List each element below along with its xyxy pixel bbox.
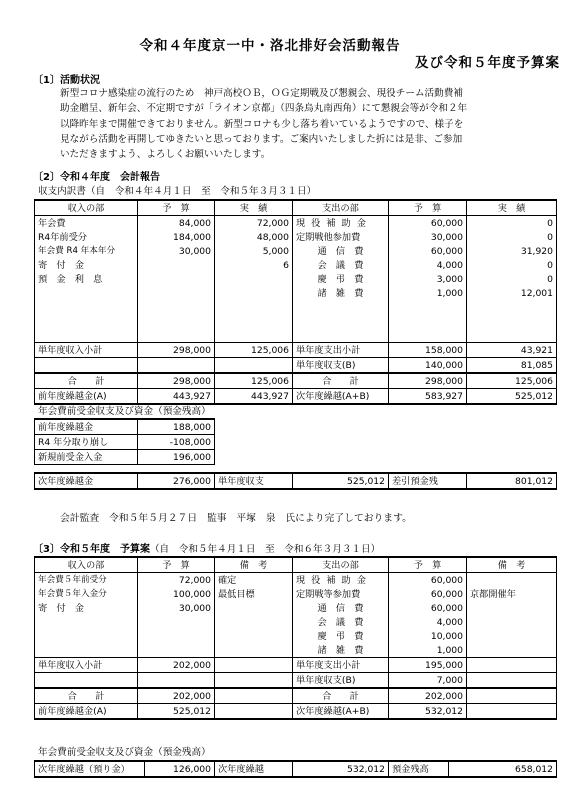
carry-out-budget: 583,927 — [389, 389, 467, 405]
section-1-heading: 〔1〕活動状況 — [33, 75, 100, 86]
expense-label: 通 信 費 — [293, 601, 389, 615]
header-budget: 予 算 — [389, 557, 467, 573]
activity-paragraph — [60, 86, 560, 162]
fund-value: 188,000 — [138, 419, 215, 435]
table-row — [35, 473, 557, 489]
header-income: 収入の部 — [35, 557, 138, 573]
expense-label: 慶 弔 費 — [293, 629, 389, 643]
table-row — [35, 761, 557, 777]
balance-label: 単年度収支(B) — [293, 358, 389, 374]
expense-budget: 60,000 — [389, 587, 467, 601]
paragraph-line: 見ながら活動を再開してゆきたいと思っております。ご案内いたしました折には是非、ご参加 — [60, 133, 463, 145]
expense-budget: 3,000 — [389, 272, 467, 286]
table-row — [35, 244, 557, 258]
total-income-budget: 202,000 — [138, 688, 215, 704]
carry-in-label: 前年度繰越金(A) — [35, 704, 138, 720]
expense-actual: 0 — [467, 272, 557, 286]
header-expense: 支出の部 — [293, 557, 389, 573]
expense-actual: 0 — [467, 258, 557, 272]
expense-label: 諸 雑 費 — [293, 286, 389, 300]
header-note: 備 考 — [215, 557, 293, 573]
subtotal-row — [35, 343, 557, 358]
table-row — [35, 601, 557, 615]
expense-note: 京都開催年 — [467, 587, 557, 601]
income-label: 年会費 R4 年本年分 — [35, 244, 138, 258]
table-row — [35, 216, 557, 231]
income-label: 年会費 — [35, 216, 138, 231]
audit-note: 会計監査 令和５年５月２７日 監事 平塚 泉 氏により完了しております。 — [60, 513, 412, 524]
expense-actual: 0 — [467, 216, 557, 231]
total-expense-label: 合 計 — [293, 688, 389, 704]
carry-in-actual: 443,927 — [215, 389, 293, 405]
income-label: 年会費５年前受分 — [35, 573, 138, 588]
balance-budget: 140,000 — [389, 358, 467, 374]
expense-note — [467, 573, 557, 588]
total-income-actual: 125,006 — [215, 373, 293, 389]
income-budget: 72,000 — [138, 573, 215, 588]
balance-budget: 7,000 — [389, 673, 467, 689]
expense-label: 会 議 費 — [293, 258, 389, 272]
income-actual: 6 — [215, 258, 293, 272]
header-income: 収入の部 — [35, 200, 138, 216]
carry-out-actual: 525,012 — [467, 389, 557, 405]
budget-fund-title: 年会費前受金収支及び資金（預金残高） — [38, 747, 211, 758]
fund-label: 新規前受金入金 — [35, 450, 138, 465]
header-actual: 実 績 — [467, 200, 557, 216]
total-expense-label: 合 計 — [293, 373, 389, 389]
carry-out-label: 次年度繰越(A+B) — [293, 389, 389, 405]
expense-subtotal-actual: 43,921 — [467, 343, 557, 358]
expense-actual: 12,001 — [467, 286, 557, 300]
paragraph-line: 以降昨年まで開催できておりません。新型コロナも少し落ち着いているようですので、様子を — [60, 118, 464, 130]
section-3-heading: 〔3〕令和５年度 予算案 — [33, 544, 150, 555]
expense-actual: 0 — [467, 230, 557, 244]
title-line-1: 令和４年度京一中・洛北排好会活動報告 — [139, 38, 401, 54]
fund-value: 126,000 — [145, 761, 215, 777]
header-budget: 予 算 — [389, 200, 467, 216]
table-row — [35, 272, 557, 286]
income-subtotal-actual: 125,006 — [215, 343, 293, 358]
fund-label: 預金残高 — [389, 761, 449, 777]
income-actual: 72,000 — [215, 216, 293, 231]
balance-label: 単年度収支(B) — [293, 673, 389, 689]
report-table — [34, 199, 557, 405]
expense-budget: 60,000 — [389, 216, 467, 231]
income-note — [215, 601, 293, 615]
expense-actual: 31,920 — [467, 244, 557, 258]
balance-row — [35, 673, 557, 689]
income-budget — [138, 272, 215, 286]
balance-actual: 81,085 — [467, 358, 557, 374]
fund-value: -108,000 — [138, 435, 215, 450]
total-income-budget: 298,000 — [138, 373, 215, 389]
header-expense: 支出の部 — [293, 200, 389, 216]
total-expense-budget: 202,000 — [389, 688, 467, 704]
table-row — [35, 435, 215, 450]
title-line-2: 及び令和５年度予算案 — [415, 55, 560, 71]
table-row — [35, 450, 215, 465]
expense-label: 現役補助金 — [293, 216, 389, 231]
fund-label: 次年度繰越（預り金） — [35, 761, 145, 777]
table-row — [35, 286, 557, 300]
budget-period: （自 令和５年４月１日 至 令和６年３月３１日） — [149, 544, 381, 555]
expense-note — [467, 643, 557, 658]
fund-extra-value: 525,012 — [293, 473, 389, 489]
carry-in-budget: 443,927 — [138, 389, 215, 405]
fund-label: 次年度繰越 — [215, 761, 293, 777]
expense-label: 会 議 費 — [293, 615, 389, 629]
income-budget: 30,000 — [138, 244, 215, 258]
carry-in-budget: 525,012 — [138, 704, 215, 720]
expense-subtotal-label: 単年度支出小計 — [293, 658, 389, 673]
carry-row — [35, 389, 557, 405]
table-row — [35, 629, 557, 643]
header-budget: 予 算 — [138, 200, 215, 216]
expense-budget: 60,000 — [389, 244, 467, 258]
expense-label: 現役補助金 — [293, 573, 389, 588]
table-row — [35, 573, 557, 588]
carry-out-label: 次年度繰越(A+B) — [293, 704, 389, 720]
income-actual: 48,000 — [215, 230, 293, 244]
income-budget: 84,000 — [138, 216, 215, 231]
total-income-label: 合 計 — [35, 373, 138, 389]
total-income-label: 合 計 — [35, 688, 138, 704]
header-budget: 予 算 — [138, 557, 215, 573]
income-subtotal-budget: 298,000 — [138, 343, 215, 358]
total-row — [35, 373, 557, 389]
expense-label: 定期戦他参加費 — [293, 230, 389, 244]
table-row — [35, 587, 557, 601]
fund-title: 年会費前受金収支及び資金（預金残高） — [38, 406, 211, 417]
fund-value: 196,000 — [138, 450, 215, 465]
income-label: 寄 付 金 — [35, 258, 138, 272]
expense-budget: 10,000 — [389, 629, 467, 643]
expense-budget: 1,000 — [389, 643, 467, 658]
expense-label: 定期戦等参加費 — [293, 587, 389, 601]
fund-label: 次年度繰越金 — [35, 473, 138, 489]
table-row — [35, 258, 557, 272]
expense-subtotal-budget: 195,000 — [389, 658, 467, 673]
income-note: 最低目標 — [215, 587, 293, 601]
section-2-heading: 〔2〕令和４年度 会計報告 — [33, 172, 160, 183]
table-row — [35, 230, 557, 244]
paragraph-line: 新型コロナ感染症の流行のため 神戸高校ＯＢ，ＯＧ定期戦及び懇親会、現役チーム活動費補 — [60, 88, 463, 99]
expense-budget: 4,000 — [389, 615, 467, 629]
expense-budget: 1,000 — [389, 286, 467, 300]
income-label: R4年前受分 — [35, 230, 138, 244]
fund-extra-label: 差引預金残 — [389, 473, 467, 489]
section-3-heading-line — [33, 540, 380, 555]
expense-budget: 30,000 — [389, 230, 467, 244]
expense-budget: 4,000 — [389, 258, 467, 272]
carry-row — [35, 704, 557, 720]
expense-budget: 60,000 — [389, 601, 467, 615]
fund-extra-value: 801,012 — [467, 473, 557, 489]
table-row — [35, 419, 215, 435]
income-subtotal-label: 単年度収入小計 — [35, 658, 138, 673]
budget-fund-table — [34, 760, 557, 778]
income-note: 確定 — [215, 573, 293, 588]
income-budget: 100,000 — [138, 587, 215, 601]
fund-table — [34, 418, 215, 465]
fund-value: 532,012 — [293, 761, 389, 777]
fund-extra-label: 単年度収支 — [215, 473, 293, 489]
income-budget: 184,000 — [138, 230, 215, 244]
table-row — [35, 643, 557, 658]
income-label: 寄 付 金 — [35, 601, 138, 615]
paragraph-line: 助金贈呈、新年会、不定期ですが「ライオン京都」（四条烏丸南西角）にて懇親会等が令和２年 — [60, 103, 468, 115]
subtotal-row — [35, 658, 557, 673]
header-actual: 実 績 — [215, 200, 293, 216]
fund-label: 前年度繰越金 — [35, 419, 138, 435]
report-subtitle: 収支内訳書（自 令和４年４月１日 至 令和５年３月３１日） — [38, 186, 317, 197]
income-label: 年会費５年入金分 — [35, 587, 138, 601]
income-budget: 30,000 — [138, 601, 215, 615]
fund-summary-table — [34, 472, 557, 490]
budget-table — [34, 556, 557, 720]
expense-note — [467, 601, 557, 615]
expense-subtotal-label: 単年度支出小計 — [293, 343, 389, 358]
income-subtotal-label: 単年度収入小計 — [35, 343, 138, 358]
fund-label: R4 年分取り崩し — [35, 435, 138, 450]
total-row — [35, 688, 557, 704]
expense-note — [467, 615, 557, 629]
balance-row — [35, 358, 557, 374]
carry-out-budget: 532,012 — [389, 704, 467, 720]
income-actual — [215, 272, 293, 286]
table-row — [35, 615, 557, 629]
expense-subtotal-budget: 158,000 — [389, 343, 467, 358]
income-actual: 5,000 — [215, 244, 293, 258]
expense-note — [467, 629, 557, 643]
fund-value: 276,000 — [138, 473, 215, 489]
carry-in-label: 前年度繰越金(A) — [35, 389, 138, 405]
income-budget — [138, 258, 215, 272]
total-expense-actual: 125,006 — [467, 373, 557, 389]
expense-budget: 60,000 — [389, 573, 467, 588]
income-subtotal-budget: 202,000 — [138, 658, 215, 673]
expense-label: 慶 弔 費 — [293, 272, 389, 286]
fund-value: 658,012 — [449, 761, 557, 777]
expense-label: 諸 雑 費 — [293, 643, 389, 658]
header-note: 備 考 — [467, 557, 557, 573]
expense-label: 通 信 費 — [293, 244, 389, 258]
total-expense-budget: 298,000 — [389, 373, 467, 389]
paragraph-line: いただきますよう、よろしくお願いいたします。 — [60, 149, 271, 161]
income-label: 預 金 利 息 — [35, 272, 138, 286]
